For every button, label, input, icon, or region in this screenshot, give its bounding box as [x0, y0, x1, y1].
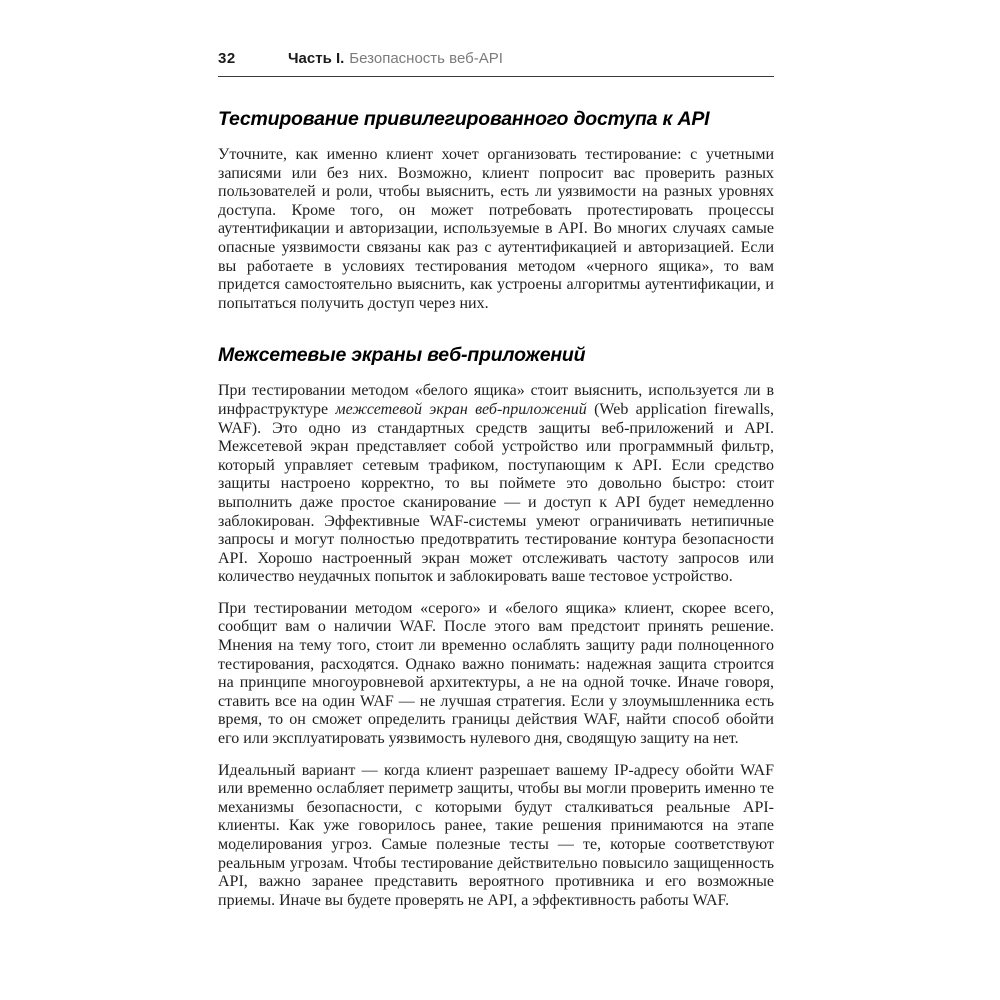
section-heading-web-application-firewalls: Межсетевые экраны веб-приложений [218, 344, 586, 367]
running-header [218, 50, 774, 77]
part-label: Часть I. [288, 50, 345, 67]
page-number: 32 [218, 50, 236, 67]
text-run: При тестировании методом «белого ящика» стоит выяснить, используется ли в инфраструктуре [218, 382, 774, 418]
text-run: При тестировании методом «серого» и «белого ящика» клиент, скорее всего, сообщит вам о наличии WAF. После этого вам предстоит принять решение. Мнения на тему того, стоит ли временно ослаблять защиту ради полноценного тестирования, расходятся. Однако важно понимать: надежная защита строится на принципе многоуровневой архитектуры, а не на одной точке. Иначе говоря, ставить все на один WAF — не лучшая стратегия. Если у злоумышленника есть время, то он сможет определить границы действия WAF, найти способ обойти его или эксплуатировать уязвимость нулевого дня, сводящую защиту на нет. [218, 599, 774, 748]
text-run: Идеальный вариант — когда клиент разрешает вашему IP-адресу обойти WAF или временно ослабляет периметр защиты, чтобы вы могли проверить именно те механизмы безопасности, с которыми будут сталкиваться реальные API-клиенты. Как уже говорилось ранее, такие решения принимаются на этапе моделирования угроз. Самые полезные тесты — те, которые соответствуют реальным угрозам. Чтобы тестирование действительно повысило защищенность API, важно заранее представить вероятного противника и его возможные приемы. Иначе вы будете проверять не API, а эффективность работы WAF. [218, 761, 774, 909]
part-title: Безопасность веб-API [349, 50, 503, 67]
page-content [218, 50, 774, 923]
section-heading-privileged-access-testing: Тестирование привилегированного доступа к API [218, 108, 710, 130]
paragraph-waf-intro [218, 382, 774, 587]
paragraph-waf-decision [218, 600, 774, 749]
paragraph-privileged-access [218, 146, 774, 313]
paragraph-waf-ideal-option [218, 762, 774, 911]
text-run: Уточните, как именно клиент хочет организовать тестирование: с учетными записями или без них. Возможно, клиент попросит вас проверить разных пользователей и роли, чтобы выяснить, есть ли уязвимости на разных уровнях доступа. Кроме того, он может потребовать протестировать процессы аутентификации и авторизации, используемые в API. Во многих случаях самые опасные уязвимости связаны как раз с аутентификацией и авторизацией. Если вы работаете в условиях тестирования методом «черного ящика», то вам придется самостоятельно выяснить, как устроены алгоритмы аутентификации, и попытаться получить доступ через них. [218, 146, 774, 312]
italic-term: межсетевой экран веб-приложений [335, 400, 587, 418]
text-run: (Web application firewalls, WAF). Это одно из стандартных средств защиты веб-приложений и API. Межсетевой экран представляет собой устройство или программный фильтр, который управляет сетевым трафиком, поступающим к API. Если средство защиты настроено корректно, то вы поймете это довольно быстро: стоит выполнить даже простое сканирование — и доступ к API будет немедленно заблокирован. Эффективные WAF-системы умеют ограничивать нетипичные запросы и могут полностью предотвратить тестирование контура безопасности API. Хорошо настроенный экран может отслеживать частоту запросов или количество неудачных попыток и заблокировать ваше тестовое устройство. [218, 400, 775, 586]
